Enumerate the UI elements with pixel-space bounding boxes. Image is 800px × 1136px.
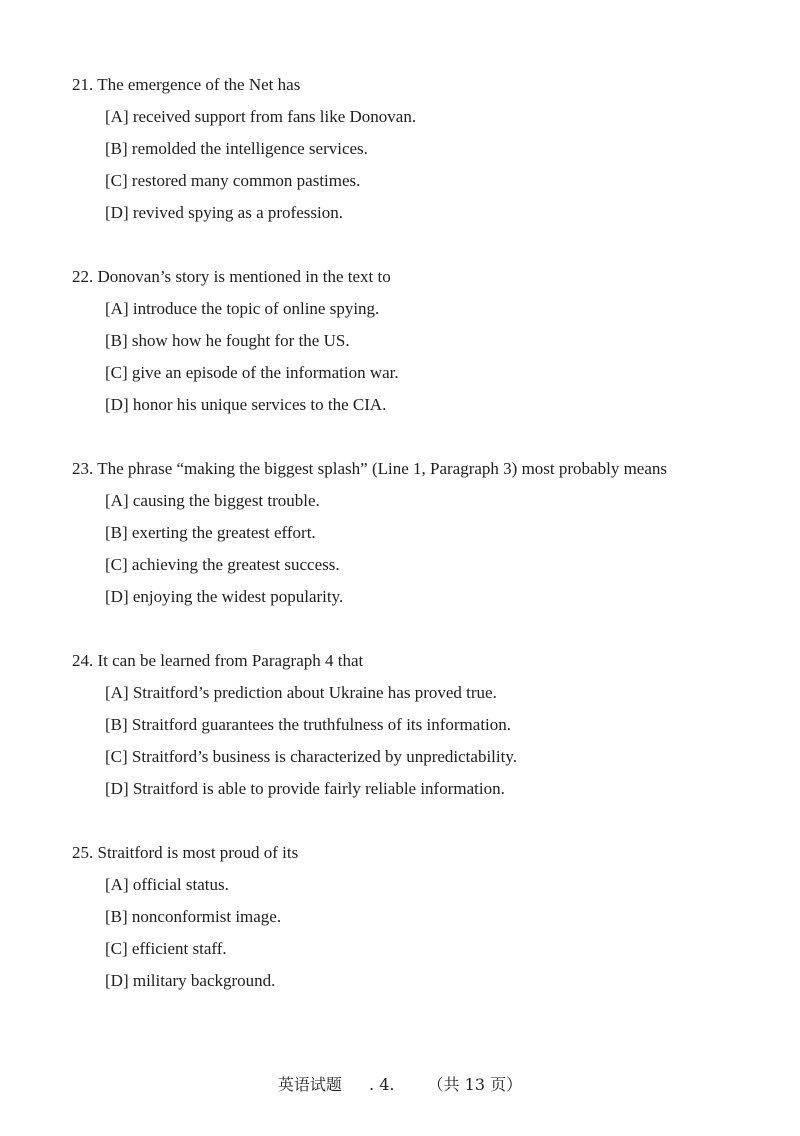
option-d: [D] honor his unique services to the CIA. bbox=[105, 395, 387, 414]
page-footer bbox=[0, 1075, 800, 1095]
option-d: [D] military background. bbox=[105, 971, 276, 990]
question-25 bbox=[72, 843, 772, 1003]
option-b: [B] show how he fought for the US. bbox=[105, 331, 350, 350]
question-23 bbox=[72, 459, 772, 619]
option-c: [C] efficient staff. bbox=[105, 939, 227, 958]
question-stem: 21. The emergence of the Net has bbox=[72, 75, 301, 94]
option-c: [C] give an episode of the information war. bbox=[105, 363, 399, 382]
footer-total-pages: （共 13 页） bbox=[427, 1075, 523, 1094]
question-stem: 22. Donovan’s story is mentioned in the text to bbox=[72, 267, 391, 286]
option-b: [B] nonconformist image. bbox=[105, 907, 282, 926]
option-d: [D] Straitford is able to provide fairly reliable information. bbox=[105, 779, 505, 798]
option-b: [B] remolded the intelligence services. bbox=[105, 139, 368, 158]
question-stem: 24. It can be learned from Paragraph 4 that bbox=[72, 651, 364, 670]
question-stem: 23. The phrase “making the biggest splash” (Line 1, Paragraph 3) most probably means bbox=[72, 459, 668, 478]
option-b: [B] Straitford guarantees the truthfulness of its information. bbox=[105, 715, 512, 734]
option-d: [D] enjoying the widest popularity. bbox=[105, 587, 344, 606]
option-a: [A] introduce the topic of online spying. bbox=[105, 299, 380, 318]
question-21 bbox=[72, 75, 772, 235]
footer-page-number: . 4. bbox=[369, 1075, 395, 1094]
option-c: [C] restored many common pastimes. bbox=[105, 171, 361, 190]
option-c: [C] Straitford’s business is characterized by unpredictability. bbox=[105, 747, 517, 766]
option-d: [D] revived spying as a profession. bbox=[105, 203, 343, 222]
option-b: [B] exerting the greatest effort. bbox=[105, 523, 316, 542]
question-24 bbox=[72, 651, 772, 811]
option-c: [C] achieving the greatest success. bbox=[105, 555, 340, 574]
option-a: [A] Straitford’s prediction about Ukraine has proved true. bbox=[105, 683, 497, 702]
question-22 bbox=[72, 267, 772, 427]
footer-subject: 英语试题 bbox=[277, 1075, 342, 1094]
option-a: [A] official status. bbox=[105, 875, 229, 894]
option-a: [A] received support from fans like Donovan. bbox=[105, 107, 417, 126]
question-stem: 25. Straitford is most proud of its bbox=[72, 843, 299, 862]
option-a: [A] causing the biggest trouble. bbox=[105, 491, 320, 510]
